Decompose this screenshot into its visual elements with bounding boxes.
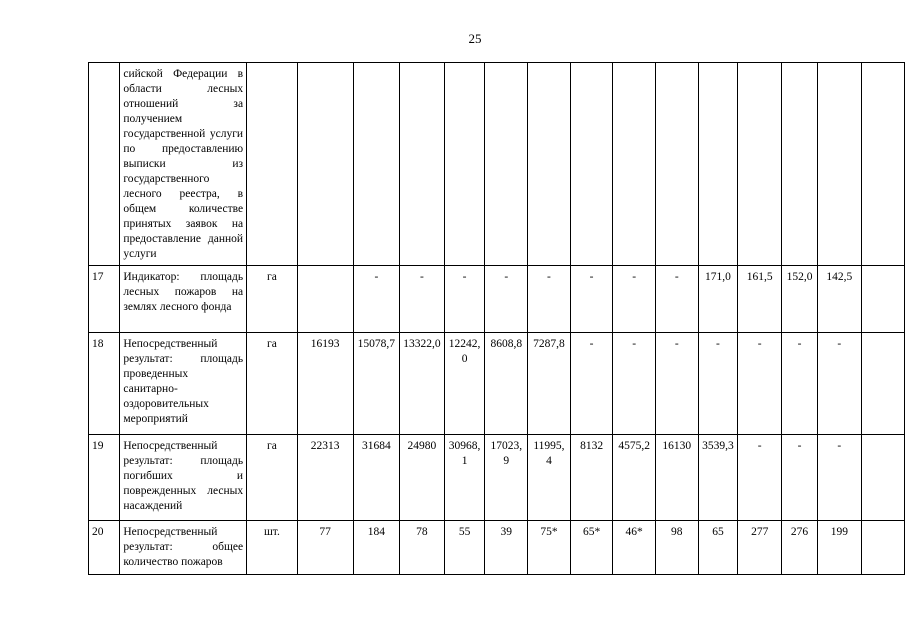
value-cell — [570, 63, 613, 266]
indicator-table — [88, 62, 905, 575]
value-cell — [444, 63, 485, 266]
value-cell — [613, 63, 656, 266]
value-cell — [861, 266, 904, 333]
row-number — [89, 63, 120, 266]
value-cell: 24980 — [400, 435, 445, 521]
value-cell: 199 — [818, 521, 862, 575]
value-cell: 22313 — [297, 435, 353, 521]
value-cell: 142,5 — [818, 266, 862, 333]
row-unit — [247, 63, 298, 266]
value-cell: 39 — [485, 521, 528, 575]
value-cell — [297, 266, 353, 333]
value-cell: 11995,4 — [528, 435, 571, 521]
value-cell: 65 — [698, 521, 738, 575]
row-unit: га — [247, 266, 298, 333]
value-cell: 15078,7 — [353, 333, 399, 435]
row-description: Непосредственный результат: общее количество пожаров — [120, 521, 247, 575]
row-unit: га — [247, 333, 298, 435]
table-row — [89, 63, 905, 266]
table-row — [89, 435, 905, 521]
value-cell: 171,0 — [698, 266, 738, 333]
value-cell: - — [656, 266, 699, 333]
value-cell: 13322,0 — [400, 333, 445, 435]
row-number: 18 — [89, 333, 120, 435]
value-cell: - — [485, 266, 528, 333]
value-cell — [400, 63, 445, 266]
value-cell: - — [353, 266, 399, 333]
value-cell: 8608,8 — [485, 333, 528, 435]
value-cell: 77 — [297, 521, 353, 575]
value-cell: 75* — [528, 521, 571, 575]
row-description: Непосредственный результат: площадь погибших и поврежденных лесных насаждений — [120, 435, 247, 521]
value-cell: - — [613, 266, 656, 333]
value-cell — [297, 63, 353, 266]
value-cell: 184 — [353, 521, 399, 575]
row-description: Непосредственный результат: площадь проведенных санитарно-оздоровительных мероприятий — [120, 333, 247, 435]
value-cell: 12242,0 — [444, 333, 485, 435]
value-cell: - — [570, 333, 613, 435]
value-cell — [861, 333, 904, 435]
value-cell: - — [444, 266, 485, 333]
value-cell: - — [738, 435, 782, 521]
value-cell — [782, 63, 818, 266]
value-cell — [528, 63, 571, 266]
value-cell: 78 — [400, 521, 445, 575]
value-cell: 276 — [782, 521, 818, 575]
value-cell — [861, 435, 904, 521]
value-cell: - — [613, 333, 656, 435]
value-cell: - — [818, 333, 862, 435]
row-description: сийской Федерации в области лесных отношений за получением государственной услуги по предоставлению выписки из государственного лесного реестра, в общем количестве принятых заявок на предоставление данной услуги — [120, 63, 247, 266]
value-cell: - — [782, 333, 818, 435]
value-cell: 16130 — [656, 435, 699, 521]
value-cell: - — [656, 333, 699, 435]
row-description: Индикатор: площадь лесных пожаров на землях лесного фонда — [120, 266, 247, 333]
value-cell: 30968,1 — [444, 435, 485, 521]
value-cell: 98 — [656, 521, 699, 575]
value-cell: - — [782, 435, 818, 521]
value-cell — [738, 63, 782, 266]
value-cell: 161,5 — [738, 266, 782, 333]
value-cell — [353, 63, 399, 266]
value-cell — [861, 521, 904, 575]
value-cell: 17023,9 — [485, 435, 528, 521]
table-row — [89, 521, 905, 575]
value-cell: - — [698, 333, 738, 435]
value-cell: 7287,8 — [528, 333, 571, 435]
value-cell: - — [570, 266, 613, 333]
value-cell — [656, 63, 699, 266]
value-cell: - — [528, 266, 571, 333]
value-cell: 65* — [570, 521, 613, 575]
value-cell — [861, 63, 904, 266]
page-number: 25 — [468, 31, 482, 46]
value-cell: 16193 — [297, 333, 353, 435]
value-cell: 277 — [738, 521, 782, 575]
table-row — [89, 266, 905, 333]
row-number: 20 — [89, 521, 120, 575]
value-cell — [698, 63, 738, 266]
table-row — [89, 333, 905, 435]
value-cell — [818, 63, 862, 266]
value-cell — [485, 63, 528, 266]
row-unit: га — [247, 435, 298, 521]
value-cell: 55 — [444, 521, 485, 575]
value-cell: 152,0 — [782, 266, 818, 333]
row-number: 19 — [89, 435, 120, 521]
value-cell: 31684 — [353, 435, 399, 521]
row-number: 17 — [89, 266, 120, 333]
value-cell: 46* — [613, 521, 656, 575]
value-cell: - — [400, 266, 445, 333]
value-cell: 4575,2 — [613, 435, 656, 521]
value-cell: - — [818, 435, 862, 521]
value-cell: - — [738, 333, 782, 435]
row-unit: шт. — [247, 521, 298, 575]
value-cell: 8132 — [570, 435, 613, 521]
value-cell: 3539,3 — [698, 435, 738, 521]
